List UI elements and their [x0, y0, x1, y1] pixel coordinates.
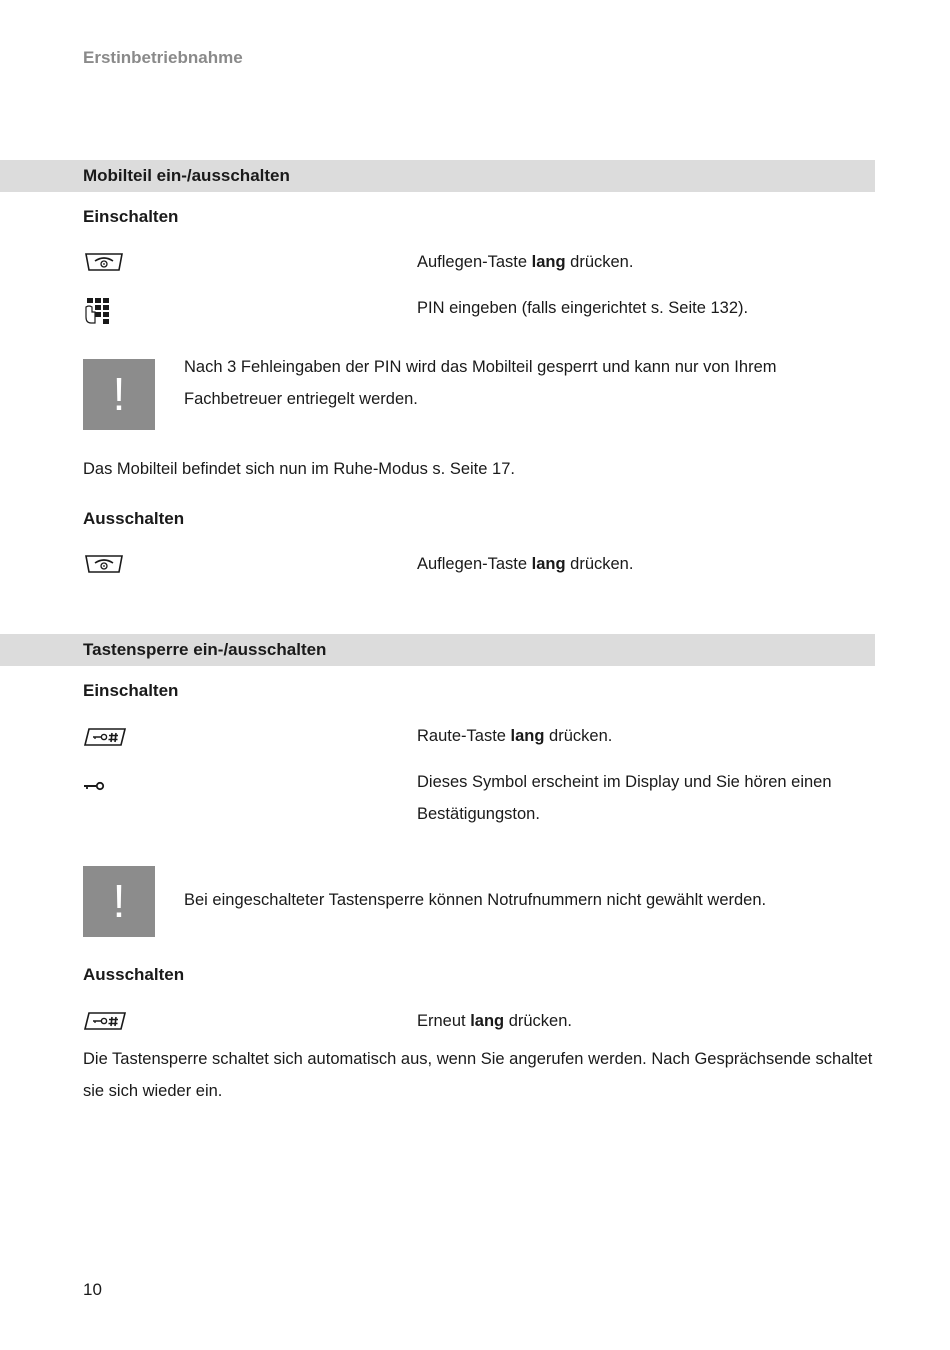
- step-text: Dieses Symbol erscheint im Display und Sie hören einen Bestätigungston.: [417, 773, 832, 823]
- page-number: 10: [83, 1280, 102, 1299]
- step-text: Raute-Taste lang drücken.: [417, 727, 613, 745]
- end-call-key-icon: [83, 554, 125, 579]
- warning-icon: !: [83, 866, 155, 937]
- section-title: Mobilteil ein-/ausschalten: [83, 166, 290, 185]
- body-text: Die Tastensperre schaltet sich automatisch aus, wenn Sie angerufen werden. Nach Gesprächsende schaltet sie sich wieder ein.: [83, 1050, 873, 1100]
- keypad-icon: [83, 297, 113, 330]
- subheading-on: Einschalten: [83, 207, 179, 226]
- subheading-off: Ausschalten: [83, 965, 185, 984]
- step-text: PIN eingeben (falls eingerichtet s. Seite 132).: [417, 299, 749, 317]
- step-text: Auflegen-Taste lang drücken.: [417, 555, 634, 573]
- key-icon: [83, 778, 107, 797]
- body-text: Das Mobilteil befindet sich nun im Ruhe-Modus s. Seite 17.: [83, 460, 515, 478]
- end-call-key-icon: [83, 252, 125, 277]
- hash-lock-key-icon: [83, 1011, 127, 1036]
- section-title: Tastensperre ein-/ausschalten: [83, 640, 327, 659]
- hash-lock-key-icon: [83, 727, 127, 752]
- note-text: Nach 3 Fehleingaben der PIN wird das Mobilteil gesperrt und kann nur von Ihrem Fachbetreuer entriegelt werden.: [184, 358, 777, 408]
- running-head: Erstinbetriebnahme: [83, 48, 243, 67]
- step-text: Auflegen-Taste lang drücken.: [417, 253, 634, 271]
- subheading-on: Einschalten: [83, 681, 179, 700]
- step-text: Erneut lang drücken.: [417, 1012, 572, 1030]
- subheading-off: Ausschalten: [83, 509, 185, 528]
- note-text: Bei eingeschalteter Tastensperre können Notrufnummern nicht gewählt werden.: [184, 891, 767, 909]
- warning-icon: !: [83, 359, 155, 430]
